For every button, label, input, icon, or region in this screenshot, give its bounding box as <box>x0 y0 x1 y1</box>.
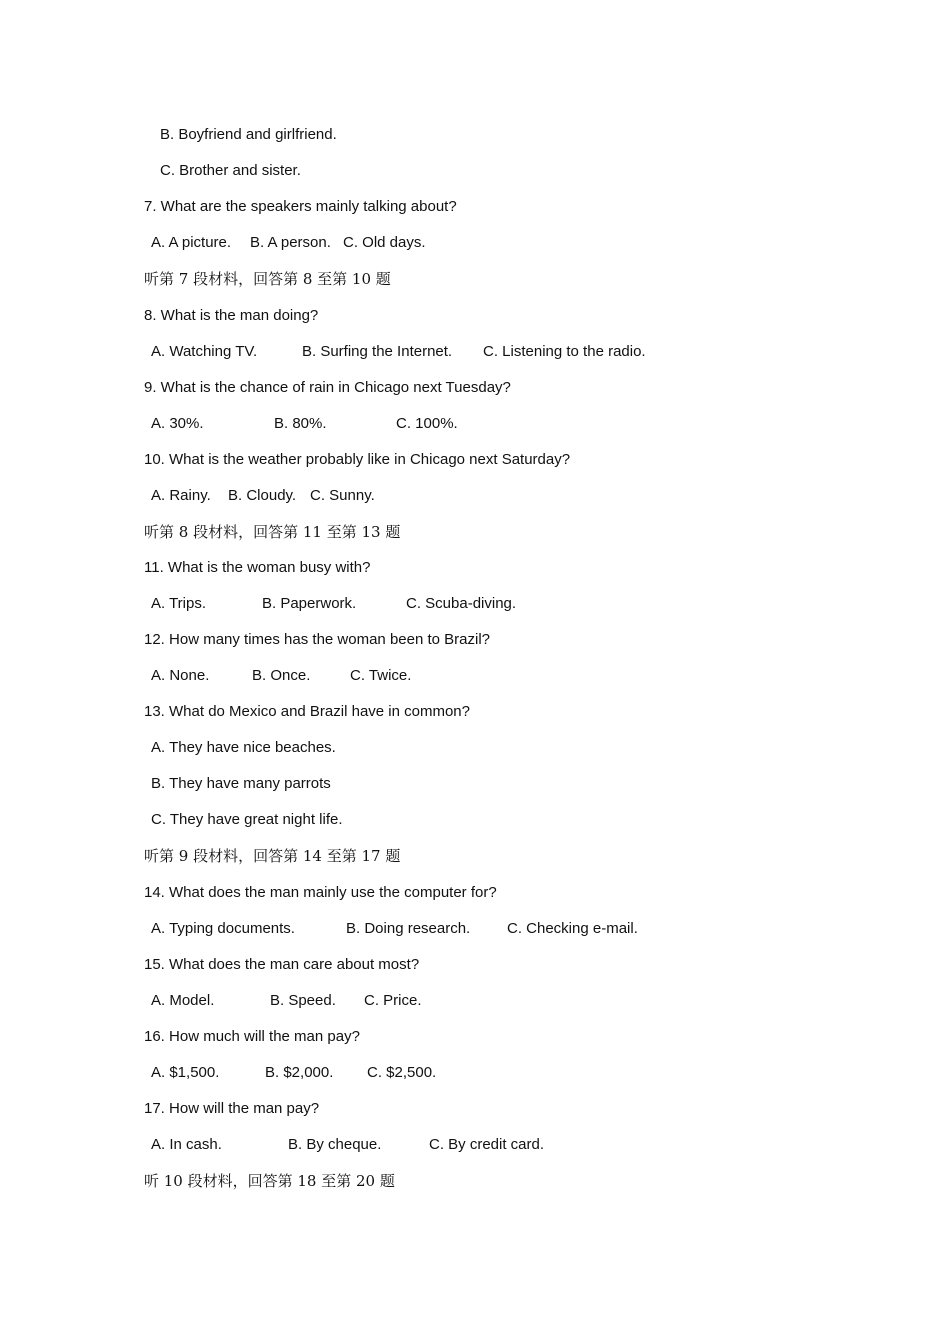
section-heading-10: 听 10 段材料，回答第 18 至第 20 题 <box>144 1172 395 1190</box>
q13-option-c: C. They have great night life. <box>151 811 343 828</box>
q17-option-c: C. By credit card. <box>429 1136 545 1153</box>
q14-option-b: B. Doing research. <box>346 920 471 937</box>
q17-option-b: B. By cheque. <box>288 1136 382 1153</box>
option-c-brother: C. Brother and sister. <box>160 162 301 179</box>
q7-option-b: B. A person. <box>250 234 331 251</box>
q11-option-b: B. Paperwork. <box>262 595 357 612</box>
q11-option-c: C. Scuba-diving. <box>406 595 517 612</box>
q10-option-b: B. Cloudy. <box>228 487 297 504</box>
question-16: 16. How much will the man pay? <box>144 1028 360 1045</box>
question-8: 8. What is the man doing? <box>144 307 319 324</box>
q9-option-c: C. 100%. <box>396 415 458 432</box>
question-11: 11. What is the woman busy with? <box>144 559 371 576</box>
q13-option-a: A. They have nice beaches. <box>151 739 336 756</box>
q14-option-a: A. Typing documents. <box>151 920 295 937</box>
q15-option-a: A. Model. <box>151 992 215 1009</box>
question-9: 9. What is the chance of rain in Chicago next Tuesday? <box>144 379 511 396</box>
q16-option-c: C. $2,500. <box>367 1064 437 1081</box>
q14-option-c: C. Checking e-mail. <box>507 920 638 937</box>
q8-option-c: C. Listening to the radio. <box>483 343 646 360</box>
question-14: 14. What does the man mainly use the computer for? <box>144 884 497 901</box>
section-heading-8: 听第 8 段材料，回答第 11 至第 13 题 <box>144 523 401 541</box>
q10-option-c: C. Sunny. <box>310 487 375 504</box>
q12-option-a: A. None. <box>151 667 210 684</box>
q11-option-a: A. Trips. <box>151 595 207 612</box>
q16-option-a: A. $1,500. <box>151 1064 220 1081</box>
q8-option-a: A. Watching TV. <box>151 343 258 360</box>
q10-option-a: A. Rainy. <box>151 487 211 504</box>
question-15: 15. What does the man care about most? <box>144 956 420 973</box>
q12-option-c: C. Twice. <box>350 667 412 684</box>
q17-option-a: A. In cash. <box>151 1136 222 1153</box>
q15-option-b: B. Speed. <box>270 992 336 1009</box>
q16-option-b: B. $2,000. <box>265 1064 334 1081</box>
question-12: 12. How many times has the woman been to Brazil? <box>144 631 491 648</box>
q8-option-b: B. Surfing the Internet. <box>302 343 453 360</box>
option-b-boyfriend: B. Boyfriend and girlfriend. <box>160 126 337 143</box>
question-17: 17. How will the man pay? <box>144 1100 320 1117</box>
question-13: 13. What do Mexico and Brazil have in common? <box>144 703 470 720</box>
section-heading-7: 听第 7 段材料，回答第 8 至第 10 题 <box>144 270 391 288</box>
q12-option-b: B. Once. <box>252 667 311 684</box>
q15-option-c: C. Price. <box>364 992 422 1009</box>
question-7: 7. What are the speakers mainly talking about? <box>144 198 457 215</box>
q7-option-c: C. Old days. <box>343 234 426 251</box>
q9-option-a: A. 30%. <box>151 415 204 432</box>
question-10: 10. What is the weather probably like in Chicago next Saturday? <box>144 451 571 468</box>
section-heading-9: 听第 9 段材料，回答第 14 至第 17 题 <box>144 847 401 865</box>
q13-option-b: B. They have many parrots <box>151 775 331 792</box>
q7-option-a: A. A picture. <box>151 234 232 251</box>
q9-option-b: B. 80%. <box>274 415 327 432</box>
